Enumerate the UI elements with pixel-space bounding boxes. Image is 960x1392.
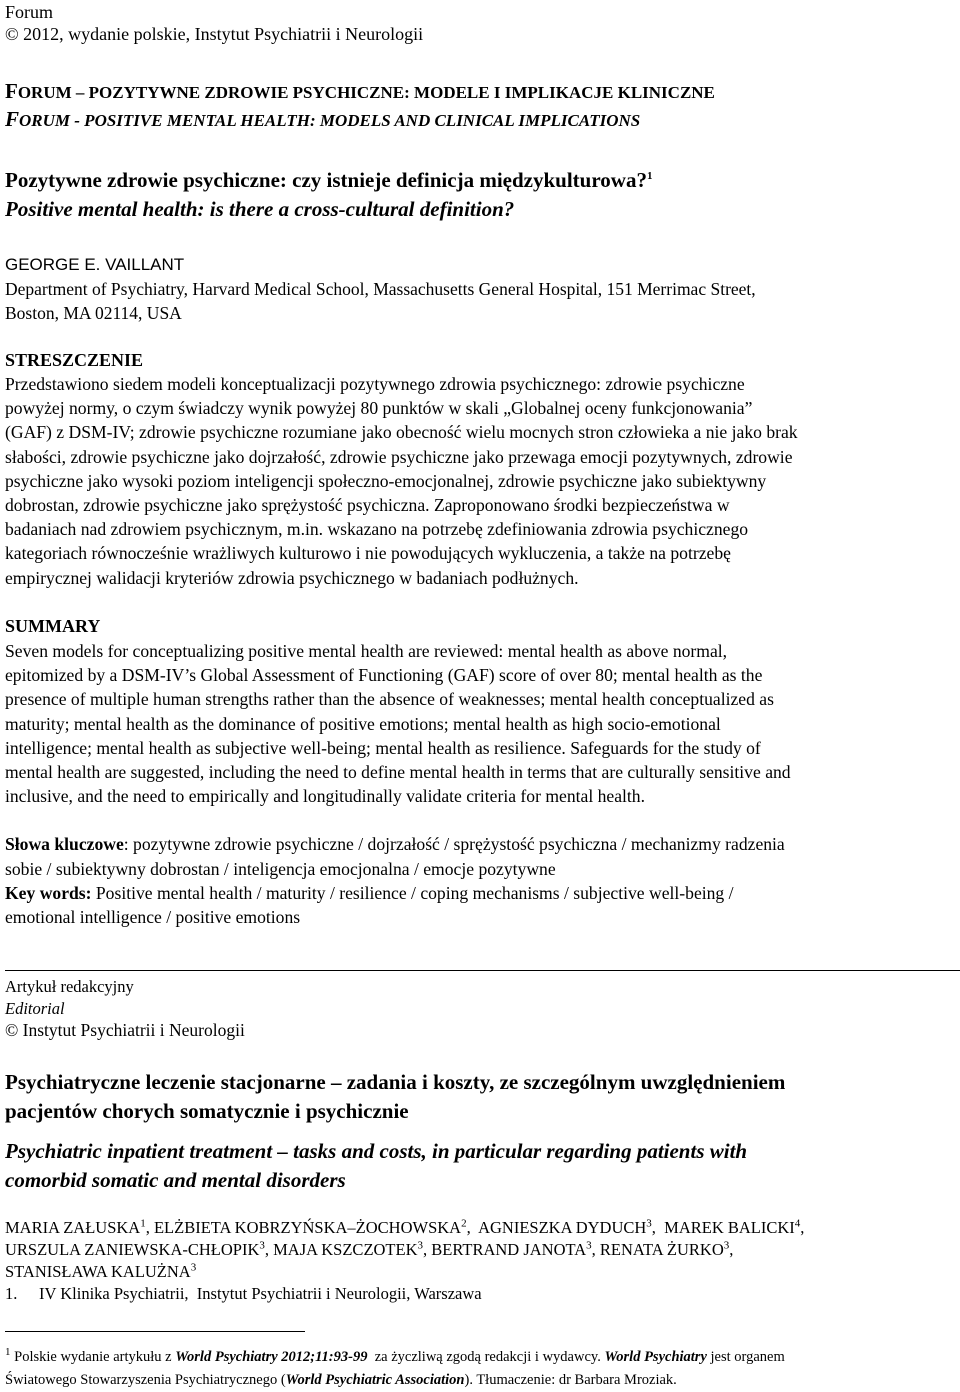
paragraph-line: kategoriach równocześnie wrażliwych kulturowo i nie powodujących wykluczenia, a także na potrzebę [5, 543, 731, 564]
header-copyright: © 2012, wydanie polskie, Instytut Psychiatrii i Neurologii [5, 24, 424, 44]
article2-copyright: © Instytut Psychiatrii i Neurologii [5, 1020, 245, 1040]
forum-title-pl: FORUM – POZYTYWNE ZDROWIE PSYCHICZNE: MODELE I IMPLIKACJE KLINICZNE [5, 79, 715, 103]
article2-title-en-line2: comorbid somatic and mental disorders [5, 1168, 346, 1192]
article1-affiliation-line1: Department of Psychiatry, Harvard Medical School, Massachusetts General Hospital, 151 Merrimac Street, [5, 279, 756, 299]
footnote-rule [5, 1331, 305, 1332]
article2-title-en-line1: Psychiatric inpatient treatment – tasks and costs, in particular regarding patients with [5, 1139, 748, 1163]
forum-title-en: FORUM - POSITIVE MENTAL HEALTH: MODELS AND CLINICAL IMPLICATIONS [5, 107, 641, 131]
paragraph-line: epitomized by a DSM-IV’s Global Assessment of Functioning (GAF) score of over 80; mental health as the [5, 665, 763, 686]
article2-title-pl-line2: pacjentów chorych somatycznie i psychicznie [5, 1099, 409, 1123]
article1-title-en: Positive mental health: is there a cross-cultural definition? [5, 197, 515, 221]
article2-title-pl-line1: Psychiatryczne leczenie stacjonarne – zadania i koszty, ze szczególnym uwzględnieniem [5, 1070, 786, 1094]
article2-affiliation: 1. IV Klinika Psychiatrii, Instytut Psychiatrii i Neurologii, Warszawa [5, 1284, 482, 1303]
paragraph-line: dobrostan, zdrowie psychiczne jako sprężystość psychiczna. Zaproponowano środki bezpieczeństwa w [5, 495, 730, 516]
streszczenie-text [5, 372, 955, 590]
paragraph-line: presence of multiple human strengths rather than the absence of weaknesses; mental health conceptualized as [5, 689, 774, 710]
article2-authors-line3: STANISŁAWA KALUŻNA$^3$ [5, 1261, 197, 1281]
paragraph-line: psychiczne jako wysoki poziom inteligencji społeczno-emocjonalnej, zdrowie psychiczne jako subiektywny [5, 470, 767, 491]
article1-affiliation-line2: Boston, MA 02114, USA [5, 303, 182, 323]
article1-author: GEORGE E. VAILLANT [5, 255, 185, 274]
summary-heading: SUMMARY [5, 616, 101, 636]
paragraph-line: empirycznej walidacji kryteriów zdrowia psychicznego w badaniach podłużnych. [5, 567, 579, 588]
paragraph-line: inclusive, and the need to empirically and longitudinally validate criteria for mental health. [5, 786, 645, 807]
paragraph-line: mental health are suggested, including the need to define mental health in terms that are culturally sensitive and [5, 762, 791, 783]
keywords-pl-line1: Słowa kluczowe: pozytywne zdrowie psychiczne / dojrzałość / sprężystość psychiczna / mechanizmy radzenia [5, 834, 785, 854]
article2-authors-line2: URSZULA ZANIEWSKA-CHŁOPIK$^3$, MAJA KSZCZOTEK$^3$, BERTRAND JANOTA$^3$, RENATA ŻURKO$^3$, [5, 1239, 734, 1259]
paragraph-line: maturity; mental health as the dominance of positive emotions; mental health as high socio-emotional [5, 713, 721, 734]
streszczenie-heading: STRESZCZENIE [5, 350, 144, 370]
keywords-en-line1: Key words: Positive mental health / maturity / resilience / coping mechanisms / subjective well-being / [5, 883, 734, 903]
article2-type-en: Editorial [5, 999, 65, 1018]
paragraph-line: słabości, zdrowie psychiczne jako dojrzałość, zdrowie psychiczne jako przewaga emocji pozytywnych, zdrowie [5, 446, 793, 467]
keywords-pl-line2: sobie / subiektywny dobrostan / inteligencja emocjonalna / emocje pozytywne [5, 859, 556, 879]
paragraph-line: Seven models for conceptualizing positive mental health are reviewed: mental health as above normal, [5, 641, 728, 661]
summary-text [5, 639, 955, 808]
footnote-line2: Światowego Stowarzyszenia Psychiatrycznego (World Psychiatric Association). Tłumaczenie: dr Barbara Mroziak. [5, 1372, 677, 1388]
section-divider [5, 970, 960, 971]
footnote-line1: $^1$ Polskie wydanie artykułu z World Psychiatry 2012;11:93-99 za życzliwą zgodą redakcji i wydawcy. World Psychiatry jest organem [5, 1346, 785, 1365]
article2-type-pl: Artykuł redakcyjny [5, 977, 134, 996]
paragraph-line: powyżej normy, o czym świadczy wynik powyżej 80 punktów w skali „Globalnej oceny funkcjonowania” [5, 398, 753, 419]
paragraph-line: badaniach nad zdrowiem psychicznym, m.in. wskazano na potrzebę zdefiniowania zdrowia psychicznego [5, 519, 749, 540]
paragraph-line: Przedstawiono siedem modeli konceptualizacji pozytywnego zdrowia psychicznego: zdrowie psychiczne [5, 374, 745, 394]
journal-name: Forum [5, 2, 54, 22]
paragraph-line: (GAF) z DSM-IV; zdrowie psychiczne rozumiane jako obecność wielu mocnych stron człowieka a nie jako brak [5, 422, 798, 443]
article2-authors-line1: MARIA ZAŁUSKA$^1$, ELŻBIETA KOBRZYŃSKA–ŻOCHOWSKA$^2$, AGNIESZKA DYDUCH$^3$, MAREK BALICKI$^4$, [5, 1217, 805, 1237]
article1-title-pl: Pozytywne zdrowie psychiczne: czy istnieje definicja międzykulturowa?$^1$ [5, 168, 653, 192]
paragraph-line: intelligence; mental health as subjective well-being; mental health as resilience. Safeguards for the study of [5, 737, 761, 758]
keywords-en-line2: emotional intelligence / positive emotions [5, 907, 301, 927]
